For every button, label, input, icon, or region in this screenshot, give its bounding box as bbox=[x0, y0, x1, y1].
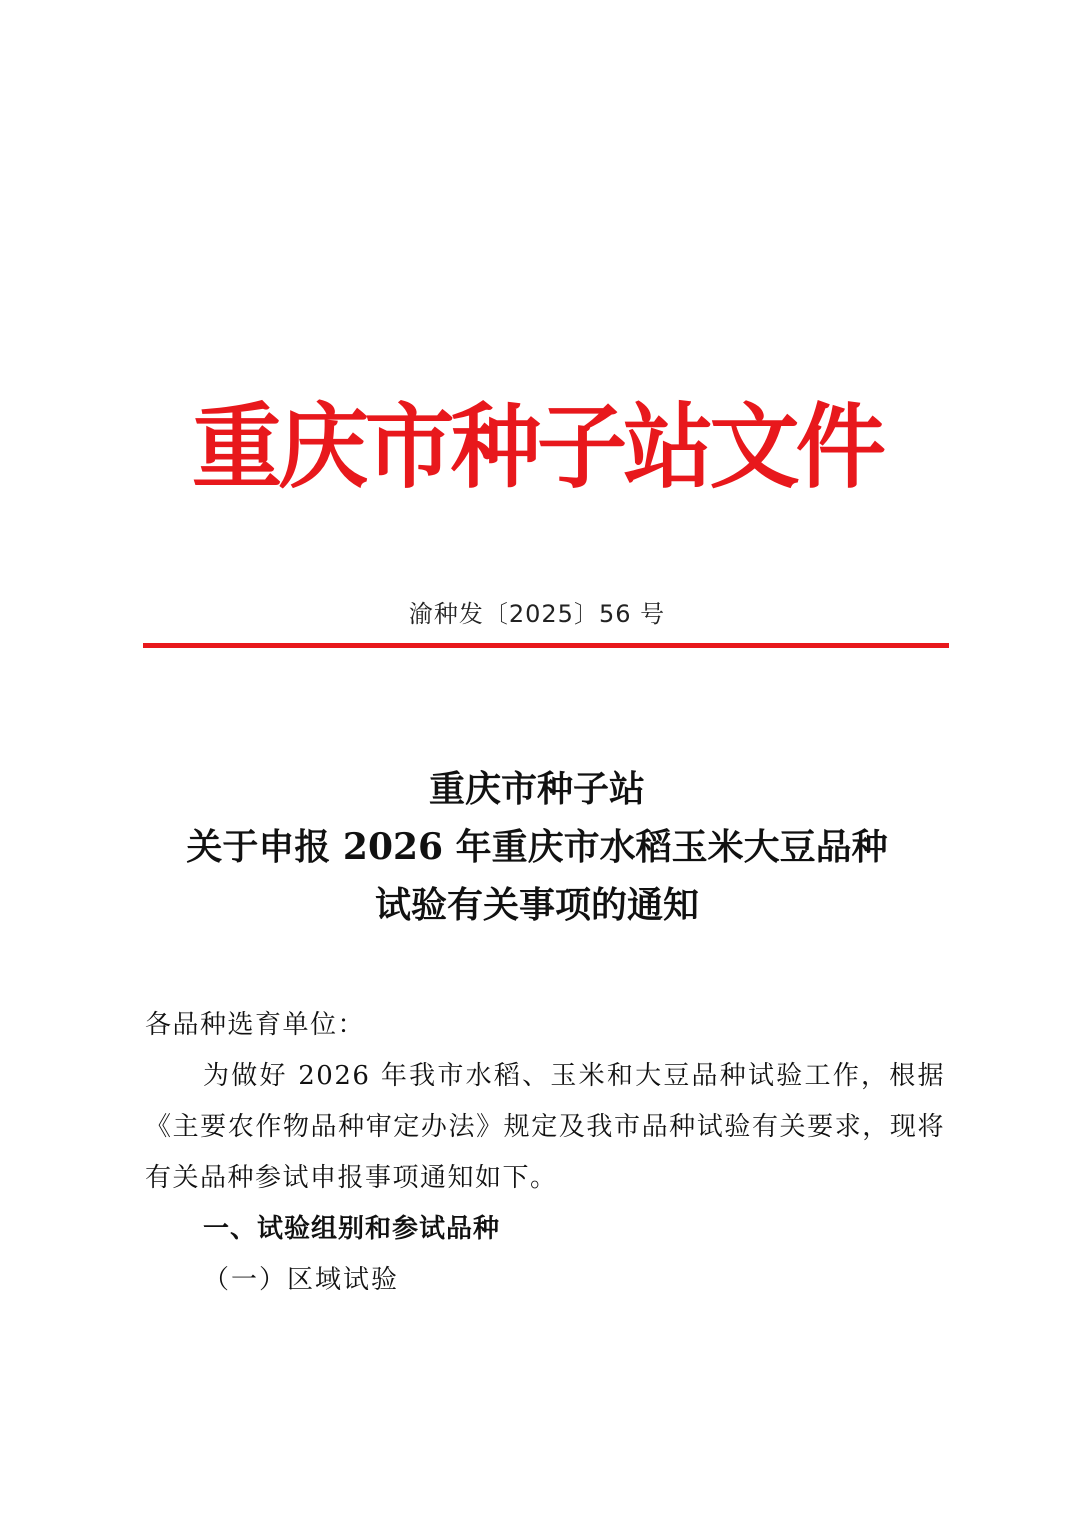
subsection-heading-1: （一）区域试验 bbox=[203, 1265, 400, 1295]
notice-title bbox=[0, 760, 1074, 934]
document-number: 渝种发〔2025〕56 号 bbox=[408, 600, 666, 628]
document-header-title: 重庆市种子站文件 bbox=[192, 393, 882, 501]
header-divider bbox=[143, 643, 949, 648]
notice-title-line-1: 重庆市种子站 bbox=[428, 768, 645, 810]
section-heading-1: 一、试验组别和参试品种 bbox=[203, 1214, 501, 1244]
notice-title-line-2: 关于申报 2026 年重庆市水稻玉米大豆品种 bbox=[186, 826, 888, 868]
salutation: 各品种选育单位： bbox=[145, 1010, 366, 1040]
notice-title-line-3: 试验有关事项的通知 bbox=[374, 884, 699, 926]
intro-paragraph: 为做好 2026 年我市水稻、玉米和大豆品种试验工作，根据《主要农作物品种审定办法》规定及我市品种试验有关要求，现将有关品种参试申报事项通知如下。 bbox=[145, 1061, 945, 1193]
